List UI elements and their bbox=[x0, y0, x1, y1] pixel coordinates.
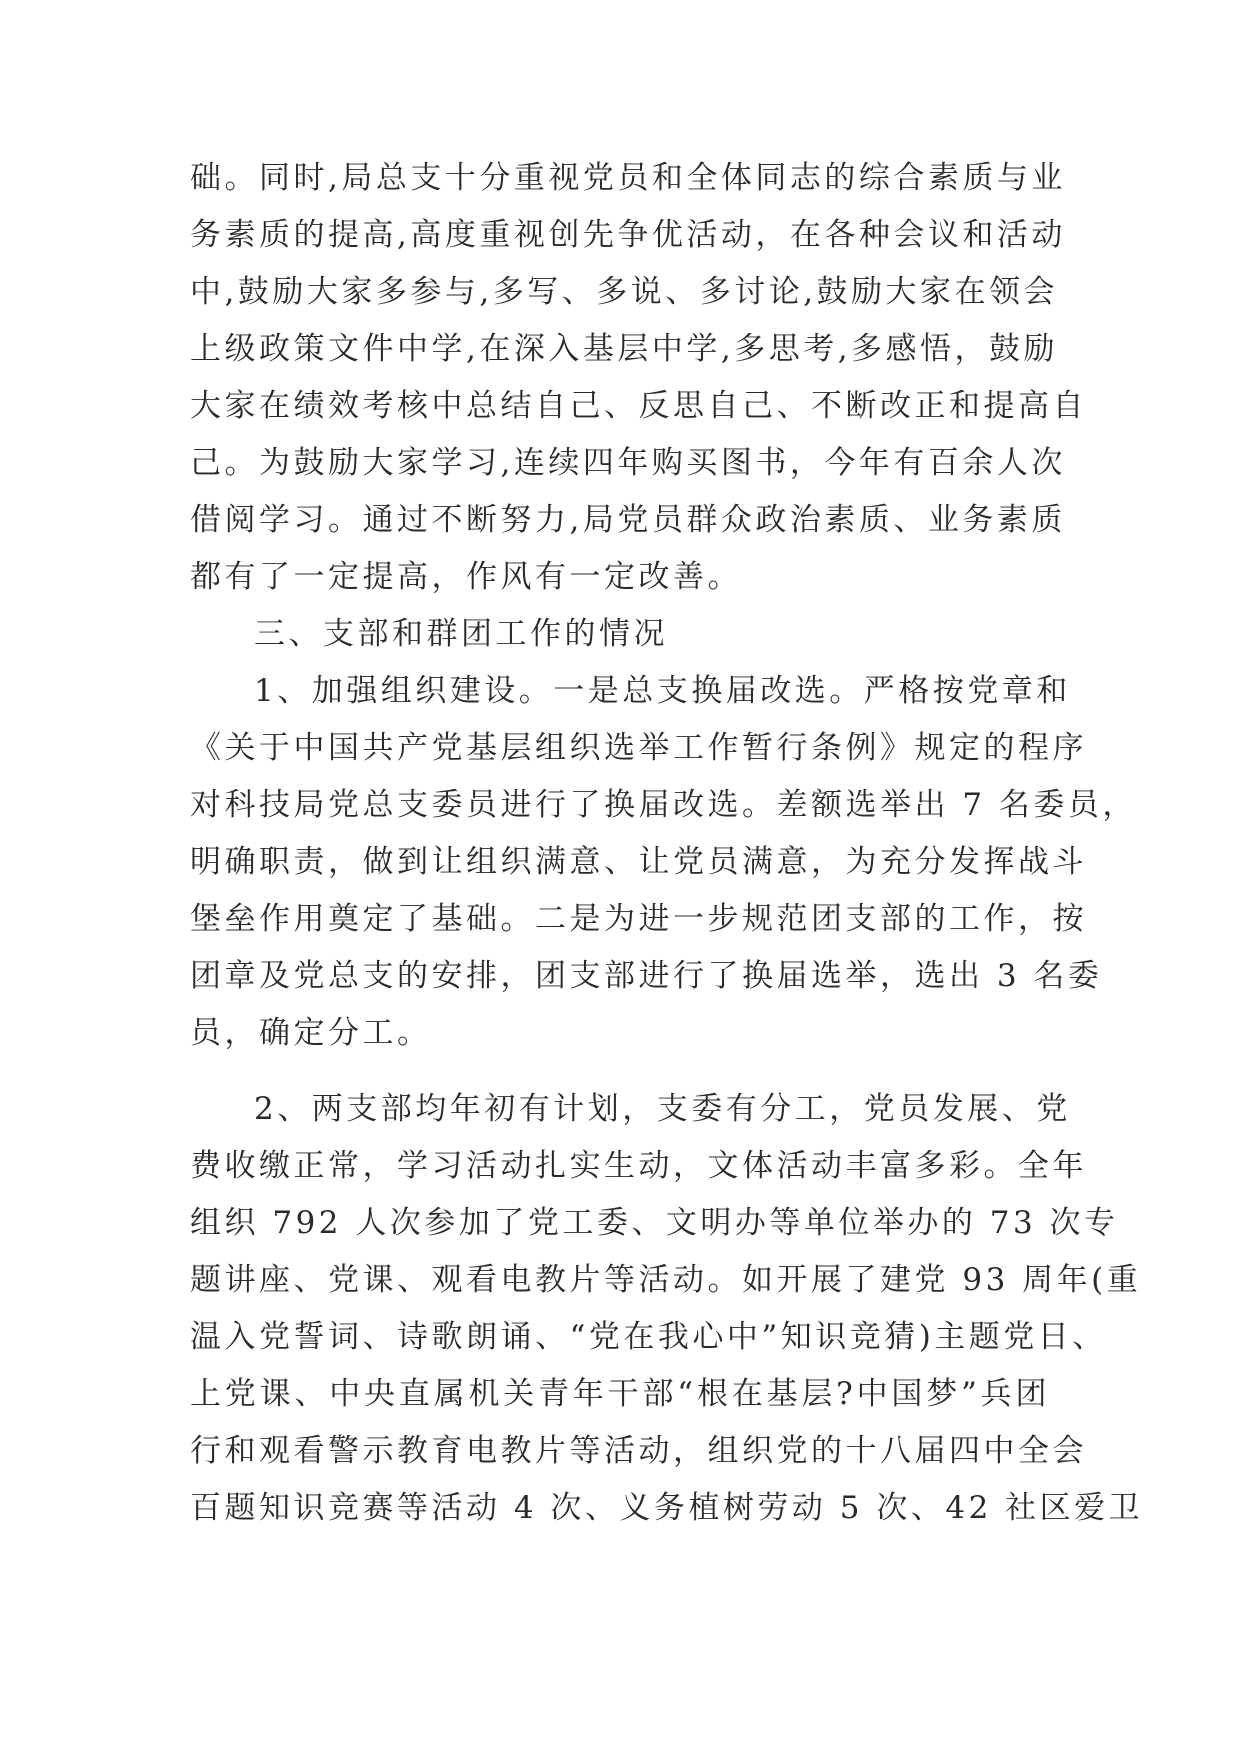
text-line: 1、加强组织建设。一是总支换届改选。严格按党章和 bbox=[254, 673, 1071, 709]
text-line: 团章及党总支的安排，团支部进行了换届选举，选出 3 名委 bbox=[190, 958, 1103, 994]
paragraph-gap bbox=[190, 1062, 1050, 1081]
text-line: 己。为鼓励大家学习,连续四年购买图书，今年有百余人次 bbox=[190, 445, 1066, 481]
text-line: 组织 792 人次参加了党工委、文明办等单位举办的 73 次专 bbox=[190, 1205, 1119, 1241]
heading-text: 三、支部和群团工作的情况 bbox=[254, 616, 668, 652]
text-line: 《关于中国共产党基层组织选举工作暂行条例》规定的程序 bbox=[190, 730, 1087, 766]
paragraph-continuation bbox=[190, 150, 1087, 606]
text-line: 对科技局党总支委员进行了换届改选。差额选举出 7 名委员， bbox=[190, 787, 1137, 823]
paragraph-item-2 bbox=[190, 1081, 1144, 1537]
text-line: 行和观看警示教育电教片等活动，组织党的十八届四中全会 bbox=[190, 1433, 1087, 1469]
text-line: 百题知识竞赛等活动 4 次、义务植树劳动 5 次、42 社区爱卫 bbox=[190, 1490, 1144, 1526]
document-body bbox=[190, 150, 1144, 1537]
text-line: 上级政策文件中学,在深入基层中学,多思考,多感悟，鼓励 bbox=[190, 331, 1059, 367]
text-line: 借阅学习。通过不断努力,局党员群众政治素质、业务素质 bbox=[190, 502, 1066, 538]
text-line: 础。同时,局总支十分重视党员和全体同志的综合素质与业 bbox=[190, 160, 1066, 196]
text-line: 题讲座、党课、观看电教片等活动。如开展了建党 93 周年(重 bbox=[190, 1262, 1142, 1298]
text-line: 中,鼓励大家多参与,多写、多说、多讨论,鼓励大家在领会 bbox=[190, 274, 1059, 310]
text-line: 2、两支部均年初有计划，支委有分工，党员发展、党 bbox=[254, 1091, 1071, 1127]
text-line: 费收缴正常，学习活动扎实生动，文体活动丰富多彩。全年 bbox=[190, 1148, 1087, 1184]
section-heading bbox=[190, 606, 1050, 663]
text-line: 员，确定分工。 bbox=[190, 1015, 432, 1051]
text-line: 明确职责，做到让组织满意、让党员满意，为充分发挥战斗 bbox=[190, 844, 1087, 880]
text-line: 上党课、中央直属机关青年干部“根在基层?中国梦”兵团 bbox=[190, 1376, 1050, 1412]
text-line: 温入党誓词、诗歌朗诵、“党在我心中”知识竞猜)主题党日、 bbox=[190, 1319, 1107, 1355]
text-line: 都有了一定提高，作风有一定改善。 bbox=[190, 559, 742, 595]
text-line: 大家在绩效考核中总结自己、反思自己、不断改正和提高自 bbox=[190, 388, 1087, 424]
text-line: 堡垒作用奠定了基础。二是为进一步规范团支部的工作，按 bbox=[190, 901, 1087, 937]
text-line: 务素质的提高,高度重视创先争优活动，在各种会议和活动 bbox=[190, 217, 1066, 253]
paragraph-item-1 bbox=[190, 663, 1137, 1062]
